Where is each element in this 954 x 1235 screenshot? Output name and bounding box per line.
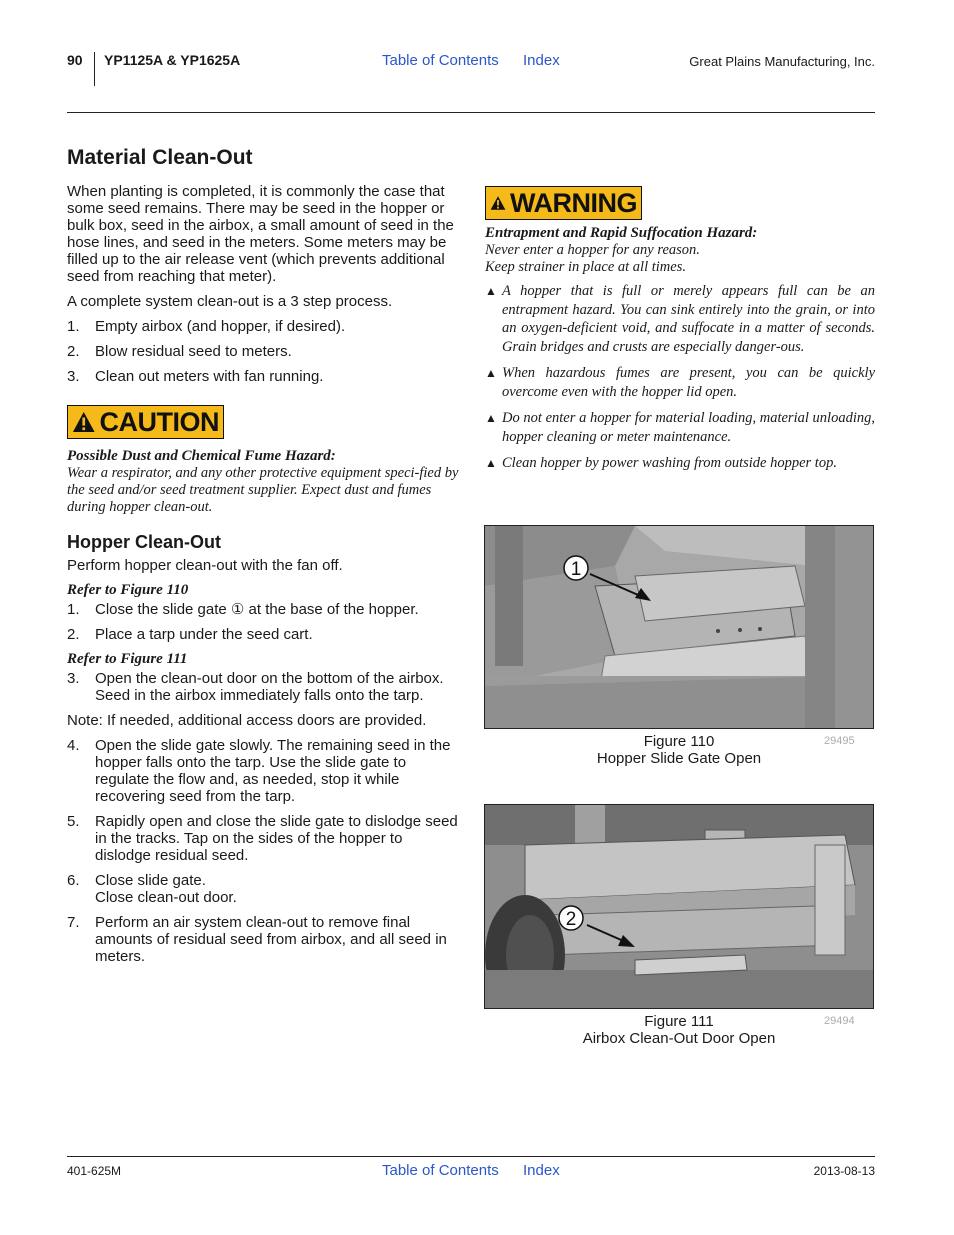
figure-111-caption [484,1013,874,1047]
caution-text: CAUTION [99,406,219,437]
warning-block [485,186,875,481]
list-item: 1. Close the slide gate ① at the base of the hopper. [67,601,419,618]
warning-line: Keep strainer in place at all times. [485,259,686,275]
caution-label [67,405,224,439]
model-title: YP1125A & YP1625A [104,52,241,68]
list-item: ▲ A hopper that is full or merely appears full can be an entrapment hazard. You can sink entirely into the grain, or into an oxygen-deficient void, and suffocate in a matter of seconds. Grain bridges and crusts are especially danger-ous. [485,283,875,355]
intro-paragraph: When planting is completed, it is commonly the case that some seed remains. There may be seed in the hopper or bulk box, seed in the airbox, a small amount of seed in the hose lines, and seed in the meters. Some meters may be filled up to the air release vent (which prevents additional seed from reaching that meter). [67,183,454,285]
figure-reference: Refer to Figure 110 [67,582,189,598]
list-item: 5. Rapidly open and close the slide gate to dislodge seed in the tracks. Tap on the sides of the hopper to dislodge residual seed. [67,813,458,864]
hopper-intro: Perform hopper clean-out with the fan off. [67,557,343,574]
footer-rule [67,1156,875,1157]
warning-line: Never enter a hopper for any reason. [485,242,700,258]
figure-caption: Airbox Clean-Out Door Open [582,1030,776,1047]
figure-label: Figure 111 [644,1013,714,1030]
list-item: 3. Open the clean-out door on the bottom of the airbox. Seed in the airbox immediately falls onto the tarp. [67,670,444,704]
list-item: 2. Place a tarp under the seed cart. [67,626,313,643]
bullet-triangle-icon: ▲ [485,456,497,470]
warning-text: WARNING [510,187,637,218]
doc-number: 401-625M [67,1164,122,1178]
warning-label [485,186,642,220]
figure-110-photo [484,525,874,729]
figure-reference: Refer to Figure 111 [67,651,188,667]
caution-title: Possible Dust and Chemical Fume Hazard: [67,448,336,464]
page-number: 90 [67,52,83,68]
list-item: 2. Blow residual seed to meters. [67,343,292,360]
list-item: 3. Clean out meters with fan running. [67,368,324,385]
header-index-link[interactable]: Index [523,52,560,69]
figure-111-photo [484,804,874,1009]
header-divider [94,52,95,86]
section-title: Material Clean-Out [67,146,253,169]
header-rule [67,112,875,113]
figure-caption: Hopper Slide Gate Open [596,750,762,767]
company-name: Great Plains Manufacturing, Inc. [689,54,875,69]
warning-triangle-icon [72,410,96,434]
bullet-triangle-icon: ▲ [485,411,497,425]
callout-2-label: 2 [565,909,577,930]
list-item: 6. Close slide gate. Close clean-out door. [67,872,237,906]
list-item: 1. Empty airbox (and hopper, if desired). [67,318,346,335]
hopper-slide-gate-photo [485,526,874,729]
list-item: 7. Perform an air system clean-out to remove final amounts of residual seed from airbox, and all seed in meters. [67,914,447,965]
caution-body: Wear a respirator, and any other protective equipment speci-fied by the seed and/or seed treatment supplier. Expect dust and fumes during hopper clean-out. [67,465,459,515]
list-item: ▲ Clean hopper by power washing from outside hopper top. [485,455,837,471]
warning-bullets [485,282,875,473]
figure-id: 29494 [824,1015,855,1027]
footer-toc-link[interactable]: Table of Contents [382,1162,499,1179]
figure-110-caption [484,733,874,767]
doc-date: 2013-08-13 [813,1164,875,1178]
bullet-triangle-icon: ▲ [485,366,497,380]
list-item: ▲ Do not enter a hopper for material loading, material unloading, hopper cleaning or meter maintenance. [485,410,875,445]
footer-index-link[interactable]: Index [523,1162,560,1179]
note: Note: If needed, additional access doors are provided. [67,712,427,729]
figure-label: Figure 110 [643,733,715,750]
airbox-clean-out-photo [485,805,874,1009]
left-column [67,146,459,973]
list-item: ▲ When hazardous fumes are present, you can be quickly overcome even with the hopper lid open. [485,365,875,400]
warning-triangle-icon [490,191,506,215]
process-paragraph: A complete system clean-out is a 3 step process. [67,293,393,310]
callout-1-label: 1 [570,559,582,580]
subsection-title: Hopper Clean-Out [67,532,222,552]
warning-title: Entrapment and Rapid Suffocation Hazard: [485,225,758,241]
header-toc-link[interactable]: Table of Contents [382,52,499,69]
list-item: 4. Open the slide gate slowly. The remaining seed in the hopper falls onto the tarp. Use the slide gate to regulate the flow and, as needed, stop it while recovering seed from the tarp. [67,737,451,805]
figure-id: 29495 [824,735,855,747]
bullet-triangle-icon: ▲ [485,284,497,298]
